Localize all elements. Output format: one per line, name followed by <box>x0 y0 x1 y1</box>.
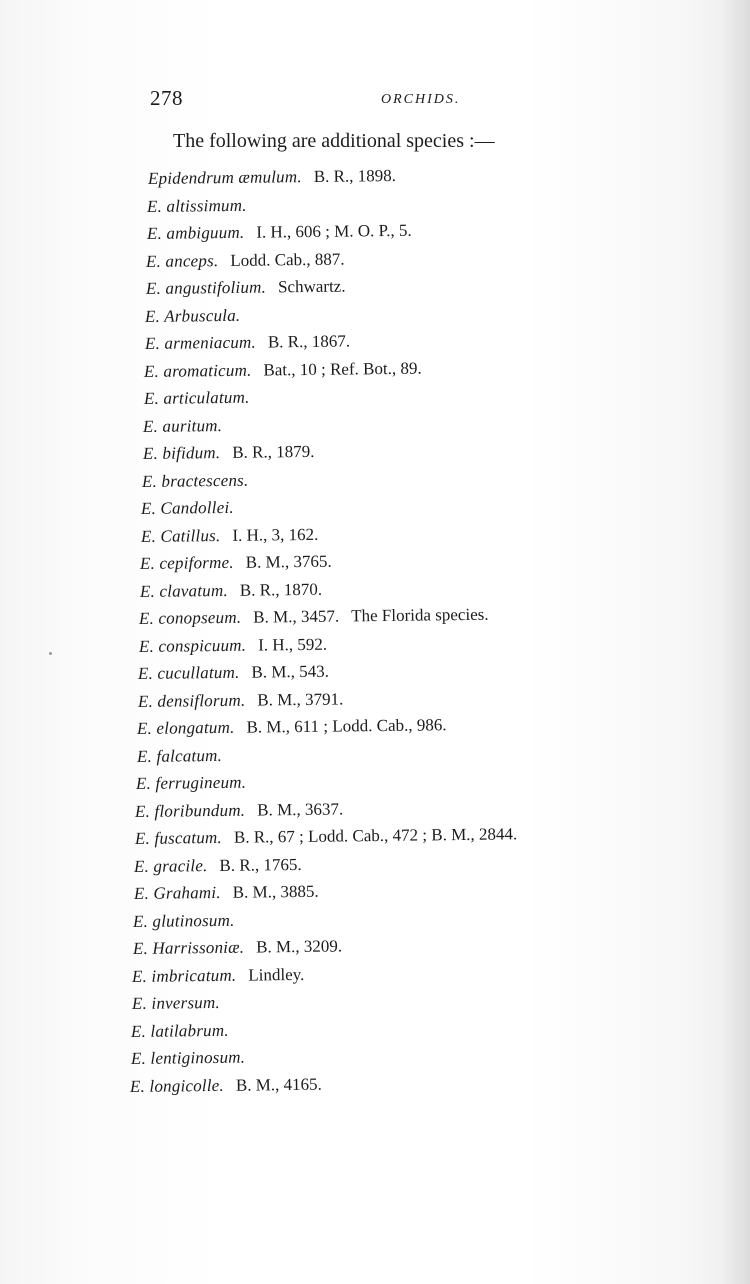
species-name: E. gracile. <box>133 856 208 876</box>
species-name: E. elongatum. <box>136 717 235 738</box>
species-name: E. auritum. <box>142 416 223 436</box>
species-entry <box>146 249 345 273</box>
species-name: E. lentiginosum. <box>130 1047 246 1068</box>
page-number: 278 <box>150 86 183 110</box>
species-entry <box>133 910 235 933</box>
species-entry <box>139 604 489 630</box>
species-reference: I. H., 3, 162. <box>232 524 319 545</box>
species-name: E. longicolle. <box>129 1075 225 1096</box>
species-reference: B. R., 1870. <box>239 579 323 600</box>
species-entry <box>143 415 222 438</box>
species-reference: Schwartz. <box>277 276 346 297</box>
species-name: E. ambiguum. <box>146 222 245 243</box>
species-name: E. Arbuscula. <box>144 305 241 326</box>
species-entry <box>136 772 246 795</box>
species-entry <box>138 688 344 713</box>
species-entry <box>135 823 518 850</box>
species-name: E. densiflorum. <box>137 690 246 711</box>
species-entry <box>140 579 322 603</box>
species-entry <box>142 470 249 493</box>
species-name: E. angustifolium. <box>145 277 267 298</box>
species-note: The Florida species. <box>351 604 489 626</box>
species-entry <box>134 881 319 905</box>
species-name: E. latilabrum. <box>130 1020 229 1041</box>
species-reference: B. R., 1765. <box>219 854 302 875</box>
species-name: E. cepiforme. <box>139 552 234 573</box>
species-entry <box>147 195 247 218</box>
species-name: E. glutinosum. <box>132 910 235 931</box>
species-entry <box>147 220 412 245</box>
species-name: E. Catillus. <box>140 526 221 546</box>
species-entry <box>130 1074 322 1098</box>
species-name: E. clavatum. <box>139 580 228 601</box>
species-reference: B. M., 3457. <box>253 606 340 627</box>
species-name: E. cucullatum. <box>137 662 240 683</box>
species-name: E. altissimum. <box>146 195 247 216</box>
species-reference: Bat., 10 ; Ref. Bot., 89. <box>263 358 422 380</box>
species-entry <box>143 441 315 465</box>
species-entry <box>145 330 350 355</box>
species-entry <box>148 165 396 190</box>
species-entry <box>133 935 342 960</box>
species-entry <box>140 551 332 575</box>
species-entry <box>132 992 220 1015</box>
species-name: E. floribundum. <box>134 800 246 821</box>
species-reference: I. H., 606 ; M. O. P., 5. <box>256 220 412 242</box>
species-entry <box>131 1047 245 1070</box>
species-name: E. Candollei. <box>140 497 234 518</box>
species-entry <box>141 524 319 548</box>
species-entry <box>135 798 343 823</box>
show-through-text <box>560 115 750 307</box>
intro-line: The following are additional species :— <box>173 130 495 152</box>
species-reference: B. M., 3209. <box>256 936 343 957</box>
species-name: E. aromaticum. <box>143 360 252 381</box>
species-entry <box>141 497 234 520</box>
species-reference: B. M., 3885. <box>232 881 319 902</box>
species-entry <box>137 745 222 768</box>
species-name: E. fuscatum. <box>134 827 223 848</box>
species-entry <box>138 661 329 685</box>
species-name: E. imbricatum. <box>131 965 237 986</box>
species-entry <box>146 276 346 300</box>
species-name: E. inversum. <box>131 992 220 1013</box>
species-name: E. bifidum. <box>142 443 221 463</box>
species-reference: B. M., 3791. <box>257 689 344 710</box>
species-reference: B. R., 1867. <box>267 331 351 352</box>
species-reference: B. M., 3637. <box>257 799 344 820</box>
species-reference: Lindley. <box>248 964 305 985</box>
paper-speck <box>49 652 52 655</box>
species-entry <box>134 854 302 878</box>
species-reference: B. M., 611 ; Lodd. Cab., 986. <box>246 715 447 737</box>
species-reference: I. H., 592. <box>258 634 328 655</box>
species-entry <box>145 305 241 328</box>
species-name: E. Grahami. <box>133 882 221 903</box>
species-name: E. falcatum. <box>136 745 223 766</box>
species-reference: B. M., 3765. <box>245 551 332 572</box>
species-name: E. articulatum. <box>143 387 250 408</box>
species-reference: B. R., 67 ; Lodd. Cab., 472 ; B. M., 2844. <box>233 824 518 847</box>
species-name: E. Harrissoniæ. <box>132 937 245 958</box>
species-entry <box>137 714 447 740</box>
species-reference: B. M., 543. <box>251 661 330 682</box>
species-reference: B. R., 1879. <box>232 441 315 462</box>
species-entry <box>144 387 250 410</box>
species-name: E. bractescens. <box>141 470 249 491</box>
species-name: E. anceps. <box>145 251 219 271</box>
species-name: E. conspicuum. <box>138 635 247 656</box>
species-name: E. conopseum. <box>138 607 242 628</box>
species-entry <box>139 634 327 658</box>
species-entry <box>132 964 305 988</box>
species-entry <box>131 1020 229 1043</box>
species-reference: B. M., 4165. <box>235 1074 322 1095</box>
species-reference: Lodd. Cab., 887. <box>230 249 345 270</box>
species-name: E. armeniacum. <box>144 332 257 353</box>
species-reference: B. R., 1898. <box>313 165 397 186</box>
species-name: E. ferrugineum. <box>135 772 247 793</box>
species-name: Epidendrum æmulum. <box>147 167 302 188</box>
species-entry <box>144 358 422 383</box>
running-head: ORCHIDS. <box>381 92 461 107</box>
